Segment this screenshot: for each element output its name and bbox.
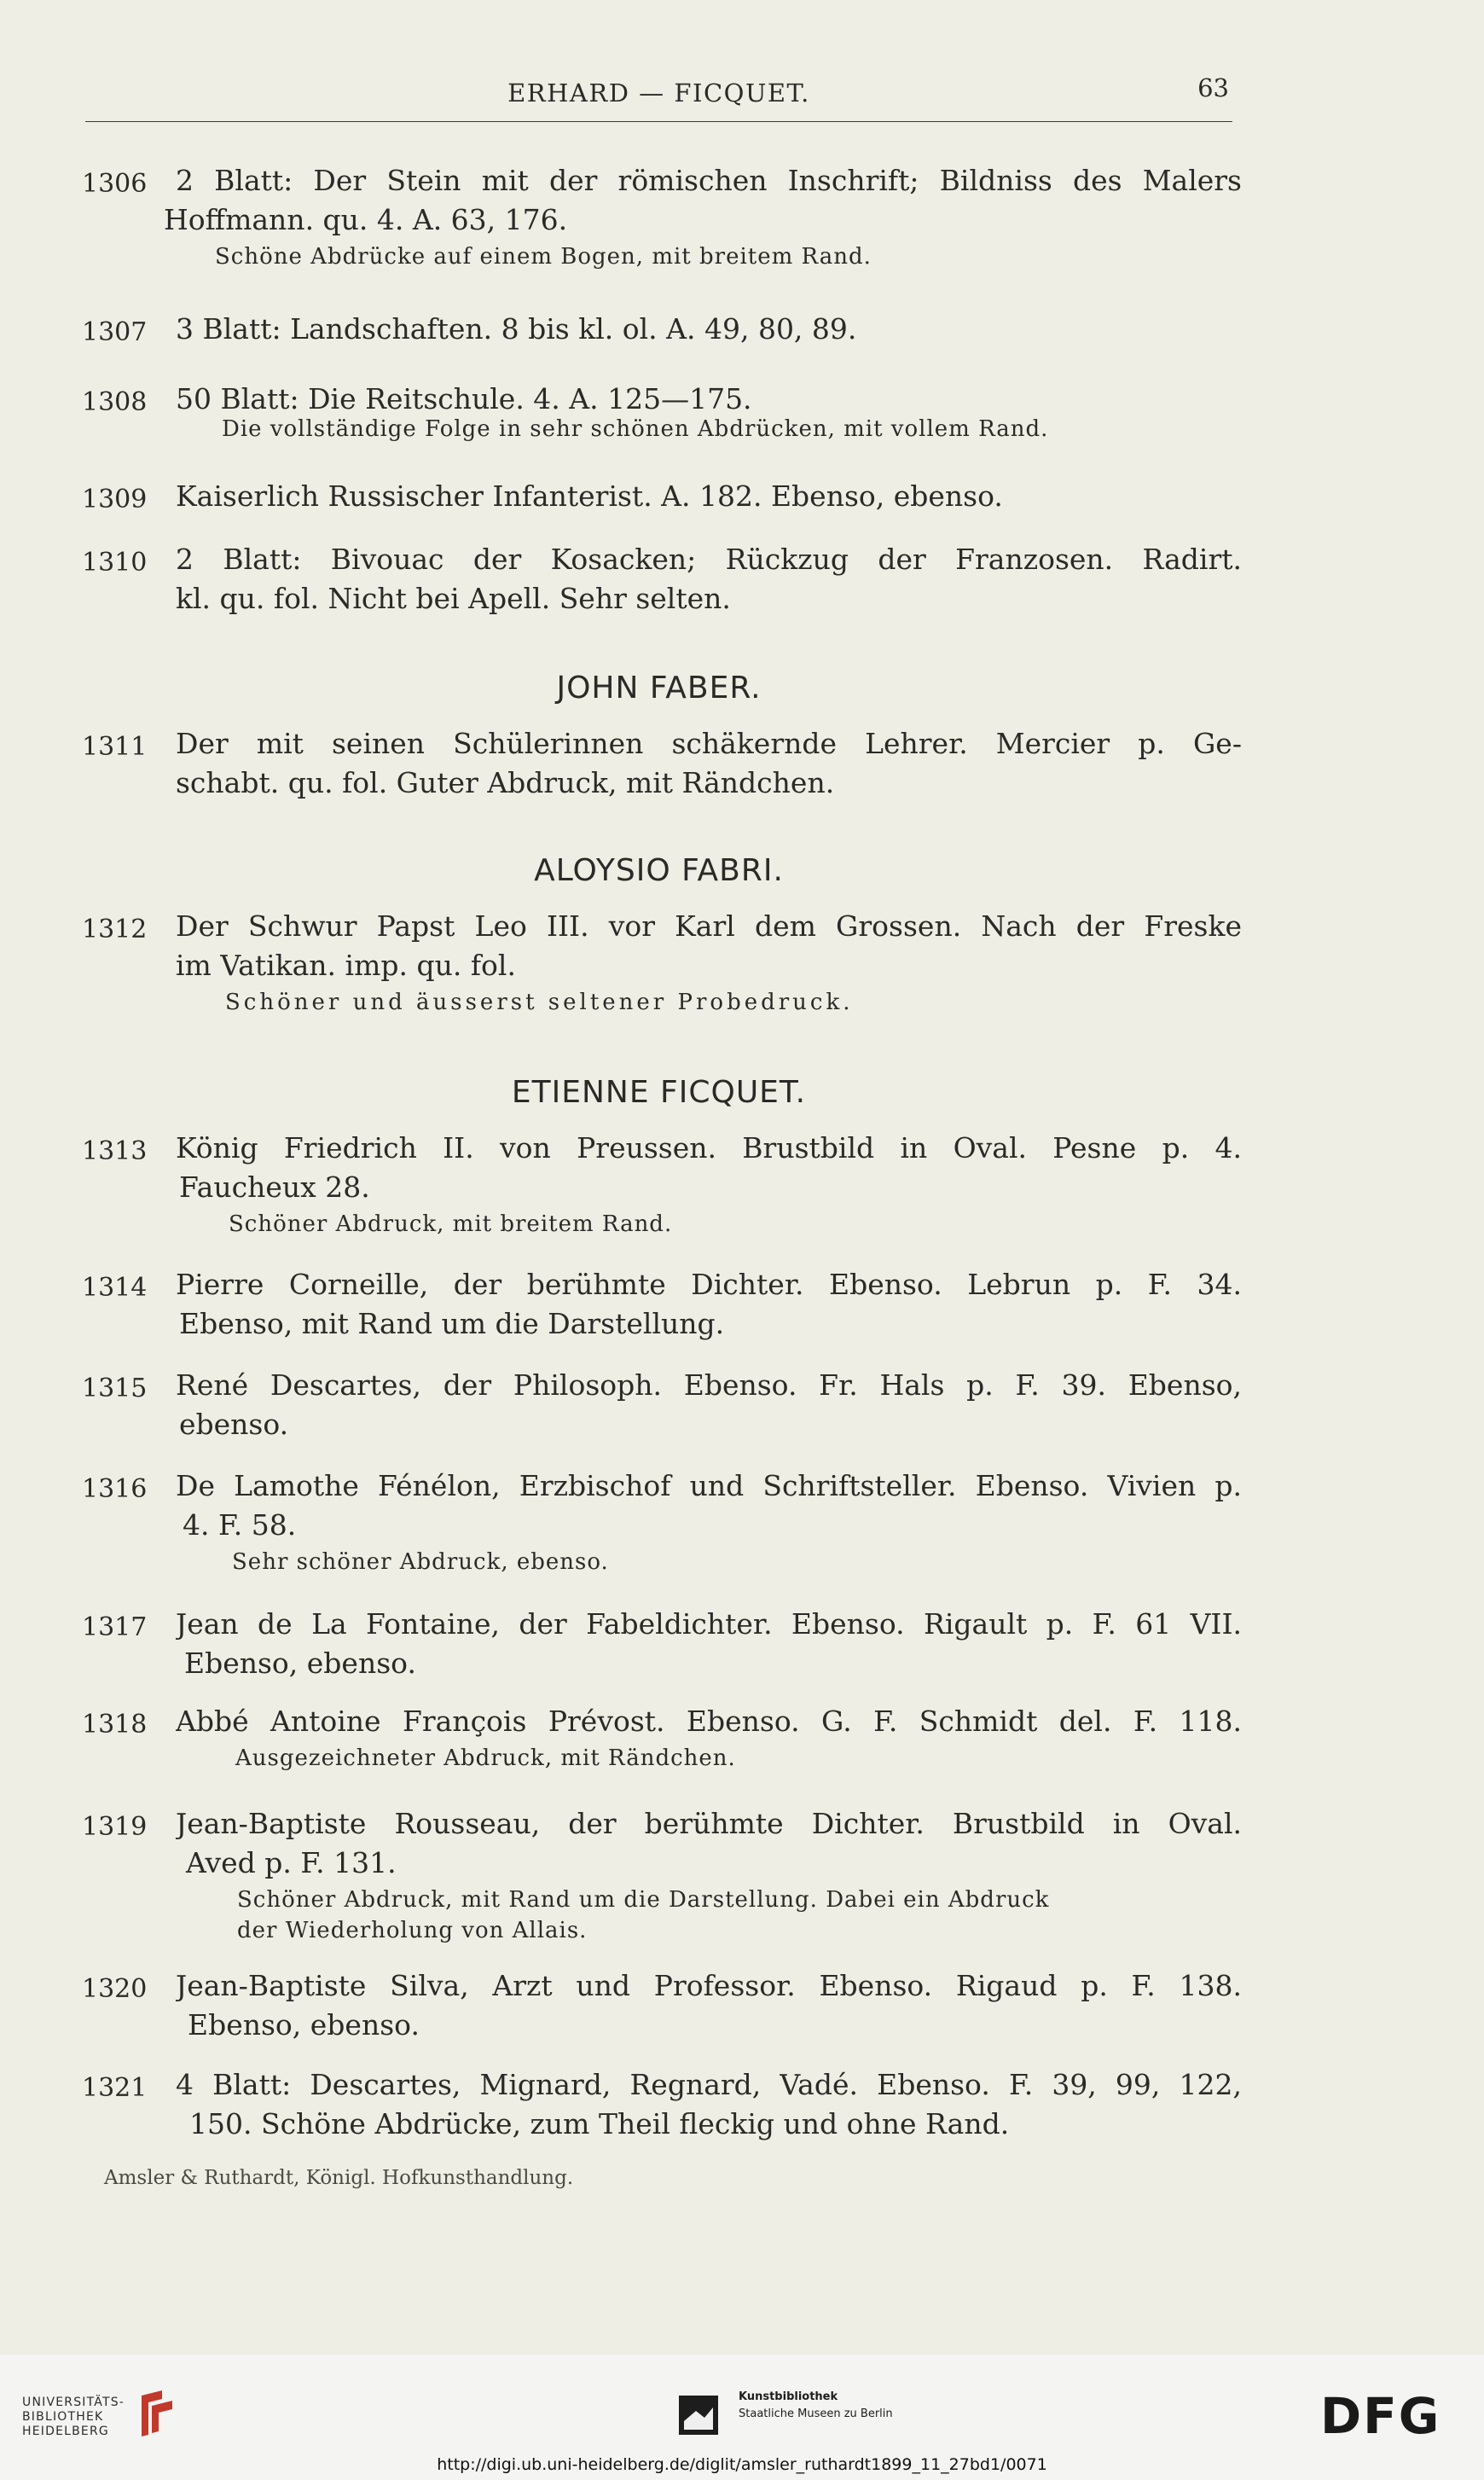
entry-text-line1: De Lamothe Fénélon, Erzbischof und Schriftsteller. Ebenso. Vivien p. bbox=[176, 1469, 1242, 1502]
entry-number: 1311 bbox=[82, 732, 148, 762]
entry-text-line2: Ebenso, ebenso. bbox=[188, 2008, 420, 2041]
publisher-imprint: Amsler & Ruthardt, Königl. Hofkunsthandlung. bbox=[104, 2167, 574, 2189]
entry-text-line1: Abbé Antoine François Prévost. Ebenso. G. F. Schmidt del. F. 118. bbox=[176, 1705, 1242, 1738]
catalog-entry-1312 bbox=[82, 909, 1242, 1029]
catalog-entry-1308 bbox=[82, 382, 1242, 450]
kb-subtitle: Staatliche Museen zu Berlin bbox=[739, 2407, 893, 2420]
dfg-logo[interactable]: DFG bbox=[1320, 2387, 1441, 2445]
entry-number: 1318 bbox=[82, 1710, 148, 1739]
entry-text-line2: Aved p. F. 131. bbox=[186, 1846, 397, 1879]
catalog-entry-1311 bbox=[82, 727, 1242, 805]
entry-note: Schöner und äusserst seltener Probedruck. bbox=[225, 990, 854, 1015]
kunstbibliothek-logo-icon[interactable] bbox=[679, 2396, 718, 2435]
entry-number: 1317 bbox=[82, 1612, 148, 1642]
catalog-entry-1319 bbox=[82, 1807, 1242, 1952]
entry-text-line2: Ebenso, ebenso. bbox=[184, 1647, 416, 1680]
running-header bbox=[85, 73, 1232, 118]
catalog-entry-1316 bbox=[82, 1469, 1242, 1588]
university-label-line1: UNIVERSITÄTS- bbox=[22, 2396, 125, 2409]
catalog-entry-1307 bbox=[82, 312, 1242, 355]
entry-text-line1: Der Schwur Papst Leo III. vor Karl dem Grossen. Nach der Freske bbox=[176, 909, 1242, 943]
entry-text-line1: Jean-Baptiste Silva, Arzt und Professor. Ebenso. Rigaud p. F. 138. bbox=[176, 1969, 1242, 2002]
entry-text-line2: schabt. qu. fol. Guter Abdruck, mit Rändchen. bbox=[176, 766, 835, 799]
section-heading-fabri: ALOYSIO FABRI. bbox=[534, 853, 784, 888]
entry-text-line1: Pierre Corneille, der berühmte Dichter. Ebenso. Lebrun p. F. 34. bbox=[176, 1268, 1242, 1301]
catalog-entry-1321 bbox=[82, 2068, 1242, 2146]
header-title: ERHARD — FICQUET. bbox=[507, 78, 810, 107]
kb-title: Kunstbibliothek bbox=[739, 2390, 838, 2403]
catalog-entry-1306 bbox=[82, 164, 1242, 283]
entry-number: 1307 bbox=[82, 317, 148, 347]
entry-text-line2: Ebenso, mit Rand um die Darstellung. bbox=[179, 1307, 725, 1340]
viewer-footer bbox=[0, 2355, 1484, 2480]
entry-number: 1309 bbox=[82, 485, 148, 514]
entry-number: 1316 bbox=[82, 1474, 148, 1504]
entry-text-line1: 2 Blatt: Bivouac der Kosacken; Rückzug der Franzosen. Radirt. bbox=[176, 543, 1242, 576]
entry-note-continued: der Wiederholung von Allais. bbox=[237, 1918, 588, 1943]
entry-text-line2: kl. qu. fol. Nicht bei Apell. Sehr selten. bbox=[176, 582, 731, 615]
permalink-url[interactable]: http://digi.ub.uni-heidelberg.de/diglit/amsler_ruthardt1899_11_27bd1/0071 bbox=[437, 2455, 1047, 2474]
entry-text-line1: 4 Blatt: Descartes, Mignard, Regnard, Vadé. Ebenso. F. 39, 99, 122, bbox=[176, 2068, 1242, 2101]
entry-note: Schöner Abdruck, mit breitem Rand. bbox=[229, 1211, 673, 1237]
catalog-entry-1309 bbox=[82, 479, 1242, 522]
entry-text-line1: 3 Blatt: Landschaften. 8 bis kl. ol. A. 49, 80, 89. bbox=[176, 312, 857, 346]
entry-text-line1: König Friedrich II. von Preussen. Brustbild in Oval. Pesne p. 4. bbox=[176, 1131, 1242, 1164]
catalog-entry-1313 bbox=[82, 1131, 1242, 1251]
entry-note: Schöner Abdruck, mit Rand um die Darstellung. Dabei ein Abdruck bbox=[237, 1887, 1050, 1913]
catalog-entry-1317 bbox=[82, 1607, 1242, 1686]
entry-text-line1: 50 Blatt: Die Reitschule. 4. A. 125—175. bbox=[176, 382, 752, 415]
entry-text-line2: ebenso. bbox=[179, 1408, 289, 1441]
entry-text-line2: 150. Schöne Abdrücke, zum Theil fleckig und ohne Rand. bbox=[189, 2107, 1010, 2140]
university-label-line3: HEIDELBERG bbox=[22, 2425, 109, 2438]
entry-text-line2: im Vatikan. imp. qu. fol. bbox=[176, 949, 516, 982]
entry-number: 1315 bbox=[82, 1374, 148, 1403]
entry-text-line1: Kaiserlich Russischer Infanterist. A. 182. Ebenso, ebenso. bbox=[176, 479, 1003, 513]
entry-note: Die vollständige Folge in sehr schönen Abdrücken, mit vollem Rand. bbox=[222, 416, 1049, 442]
entry-number: 1314 bbox=[82, 1273, 148, 1303]
catalog-entry-1320 bbox=[82, 1969, 1242, 2047]
entry-text-line2: 4. F. 58. bbox=[183, 1508, 297, 1542]
catalog-entry-1318 bbox=[82, 1705, 1242, 1781]
entry-note: Ausgezeichneter Abdruck, mit Rändchen. bbox=[235, 1745, 736, 1771]
entry-text-line1: Jean de La Fontaine, der Fabeldichter. Ebenso. Rigault p. F. 61 VII. bbox=[176, 1607, 1242, 1641]
page-number: 63 bbox=[1197, 73, 1229, 102]
entry-number: 1310 bbox=[82, 548, 148, 578]
entry-text-line2: Hoffmann. qu. 4. A. 63, 176. bbox=[164, 203, 568, 236]
catalog-entry-1310 bbox=[82, 543, 1242, 621]
header-rule bbox=[85, 121, 1232, 122]
university-logo-icon[interactable] bbox=[136, 2389, 177, 2440]
catalog-entry-1314 bbox=[82, 1268, 1242, 1346]
entry-number: 1320 bbox=[82, 1974, 148, 2004]
entry-number: 1313 bbox=[82, 1136, 148, 1166]
university-label-line2: BIBLIOTHEK bbox=[22, 2410, 104, 2424]
entry-text-line2: Faucheux 28. bbox=[179, 1170, 370, 1204]
section-heading-ficquet: ETIENNE FICQUET. bbox=[511, 1075, 807, 1110]
entry-text-line1: René Descartes, der Philosoph. Ebenso. Fr. Hals p. F. 39. Ebenso, bbox=[176, 1368, 1242, 1402]
entry-text-line1: Der mit seinen Schülerinnen schäkernde Lehrer. Mercier p. Ge- bbox=[176, 727, 1242, 760]
catalog-entry-1315 bbox=[82, 1368, 1242, 1447]
entry-number: 1312 bbox=[82, 915, 148, 944]
entry-number: 1319 bbox=[82, 1812, 148, 1842]
section-heading-faber: JOHN FABER. bbox=[556, 671, 762, 706]
entry-text-line1: Jean-Baptiste Rousseau, der berühmte Dichter. Brustbild in Oval. bbox=[176, 1807, 1242, 1840]
entry-number: 1321 bbox=[82, 2073, 148, 2103]
entry-note: Sehr schöner Abdruck, ebenso. bbox=[232, 1549, 609, 1575]
university-library-label[interactable] bbox=[22, 2396, 125, 2439]
entry-number: 1306 bbox=[82, 169, 148, 199]
entry-text-line1: 2 Blatt: Der Stein mit der römischen Inschrift; Bildniss des Malers bbox=[176, 164, 1242, 197]
kunstbibliothek-label bbox=[739, 2389, 893, 2423]
entry-note: Schöne Abdrücke auf einem Bogen, mit breitem Rand. bbox=[215, 244, 872, 270]
entry-number: 1308 bbox=[82, 387, 148, 417]
